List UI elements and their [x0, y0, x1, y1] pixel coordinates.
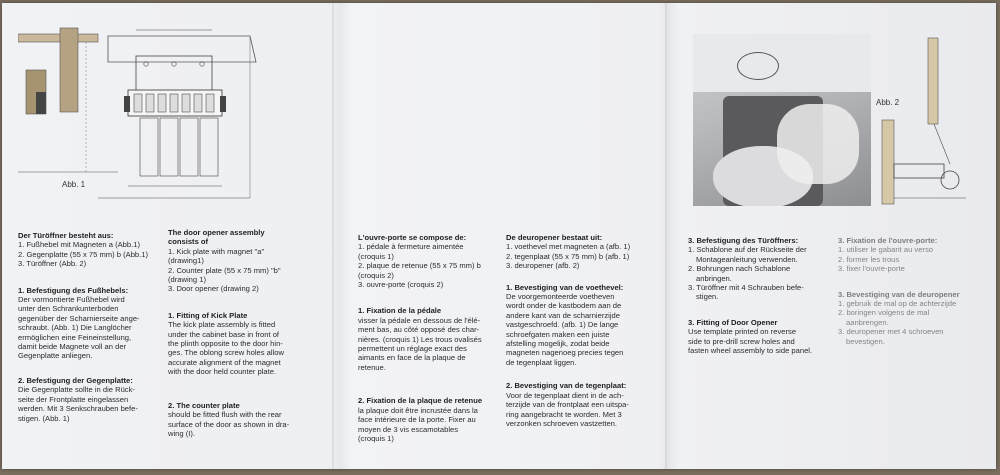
english-title: The door opener assembly: [168, 228, 265, 237]
german-line: Montageanleitung verwenden.: [696, 254, 798, 264]
english-line: The kick plate assembly is fitted: [168, 320, 276, 330]
french-item: 3. ouvre-porte (croquis 2): [358, 280, 444, 290]
dutch-line: terzijde van de frontplaat een uitspa-: [506, 400, 629, 410]
german-line: ermöglichen eine Feineinstellung,: [18, 332, 132, 342]
dutch-line: Voor de tegenplaat dient in de ach-: [506, 390, 624, 400]
english-section-3-title: 3. Fitting of Door Opener: [688, 317, 778, 327]
german-line: Die Gegenplatte sollte in die Rück-: [18, 385, 135, 395]
english-line: with the door held counter plate.: [168, 367, 277, 377]
german-line: stigen. (Abb. 1): [18, 413, 70, 423]
dutch-section-2-title: 2. Bevestiging van de tegenplaat:: [506, 381, 627, 391]
french-line: 3. fixer l'ouvre-porte: [838, 264, 905, 274]
french-line: 1. utiliser le gabarit au verso: [838, 245, 933, 255]
english-line: should be fitted flush with the rear: [168, 410, 282, 420]
dutch-line: De voorgemonteerde voetheven: [506, 292, 615, 302]
figure-caption-abb2: Abb. 2: [876, 98, 900, 107]
french-section-2-title: 2. Fixation de la plaque de retenue: [358, 396, 483, 406]
dutch-item: 3. deuropener (afb. 2): [506, 261, 580, 271]
figure-caption-abb1: Abb. 1: [62, 180, 86, 189]
french-line: la plaque doit être incrustée dans la: [358, 405, 478, 415]
english-line: surface of the door as shown in dra-: [168, 419, 290, 429]
dutch-line: magneten nagenoeg precies tegen: [506, 348, 624, 358]
dutch-line: vastgeschroefd. (afb. 1) De lange: [506, 320, 619, 330]
english-item: (drawing 1): [168, 275, 206, 285]
dutch-title: De deuropener bestaat uit:: [506, 233, 603, 242]
door-opener-drawing: [876, 34, 976, 206]
german-line: gegenüber der Scharnierseite ange-: [18, 313, 140, 323]
french-title: L'ouvre-porte se compose de:: [358, 233, 467, 242]
dutch-line: 1. gebruik de mal op de achterzijde: [838, 299, 957, 309]
fold-line: [332, 3, 334, 469]
german-item: 3. Türöffner (Abb. 2): [18, 259, 87, 269]
english-title-2: consists of: [168, 237, 209, 247]
french-item: (croquis 2): [358, 270, 394, 280]
french-line: 2. former les trous: [838, 254, 900, 264]
german-section-3-title: 3. Befestigung des Türöffners:: [688, 236, 799, 245]
french-line: (croquis 1): [358, 433, 394, 443]
english-text-column: [168, 228, 323, 438]
dutch-item: 1. voethevel met magneten a (afb. 1): [506, 242, 631, 252]
dutch-line: schroefgaten maken een juiste: [506, 329, 610, 339]
english-section-1-title: 1. Fitting of Kick Plate: [168, 310, 248, 320]
dutch-line: afstelling mogelijk, zodat beide: [506, 339, 610, 349]
german-line: unter den Schrankunterboden: [18, 304, 119, 314]
french-line: moyen de 3 vis escamotables: [358, 424, 459, 434]
french-text-column: [358, 233, 498, 443]
dutch-section-3-title: 3. Bevestiging van de deuropener: [838, 289, 960, 299]
magnet-side-shape: [36, 92, 46, 114]
english-line: wing (I).: [168, 428, 196, 438]
french-line: nières. (croquis 1) Les trous ovalisés: [358, 334, 482, 344]
dutch-line: 3. deuropener met 4 schroeven: [838, 327, 944, 337]
german-line: anbringen.: [696, 273, 732, 283]
dutch-item: 2. tegenplaat (55 x 75 mm) b (afb. 1): [506, 251, 630, 261]
german-line: damit beide Magnete voll an der: [18, 342, 127, 352]
dutch-line: wordt onder de kastbodem aan de: [506, 301, 622, 311]
german-line: stigen.: [696, 292, 719, 302]
german-line: werden. Mit 3 Senkschrauben befe-: [18, 404, 138, 414]
technical-drawing: [18, 22, 318, 202]
dutch-line: de tegenplaat liggen.: [506, 357, 577, 367]
english-item: (drawing1): [168, 256, 204, 266]
dutch-line: verzonken schroeven vastzetten.: [506, 418, 618, 428]
cabinet-base-shape: [18, 34, 98, 42]
french-line: aimants en face de la plaque de: [358, 353, 466, 363]
english-section-2-title: 2. The counter plate: [168, 400, 240, 410]
english-item: 1. Kick plate with magnet "a": [168, 246, 265, 256]
german-line: schraubt. (Abb. 1) Die Langlöcher: [18, 323, 132, 333]
english-line: the plinth opposite to the door hin-: [168, 339, 283, 349]
german-line: Gegenplatte anliegen.: [18, 351, 93, 361]
german-title: Der Türöffner besteht aus:: [18, 231, 114, 240]
english-line: under the cabinet base in front of: [168, 329, 280, 339]
english-line: fasten wheel assembly to side panel.: [688, 346, 813, 356]
german-line: 1. Schablone auf der Rückseite der: [688, 245, 807, 255]
german-item: 2. Gegenplatte (55 x 75 mm) b (Abb.1): [18, 249, 149, 259]
dutch-line: ring aangebracht te worden. Met 3: [506, 409, 622, 419]
german-item: 1. Fußhebel mit Magneten a (Abb.1): [18, 240, 140, 250]
german-line: Der vormontierte Fußhebel wird: [18, 295, 125, 305]
faded-instructions-column: [838, 236, 978, 346]
german-section-1-title: 1. Befestigung des Fußhebels:: [18, 285, 129, 295]
french-line: visser la pédale en dessous de l'élé-: [358, 315, 481, 325]
dutch-line: aanbrengen.: [846, 317, 889, 327]
fold-line: [665, 3, 667, 469]
german-line: 3. Türöffner mit 4 Schrauben befe-: [688, 283, 804, 293]
german-text-column: [18, 231, 168, 423]
english-line: Use template printed on reverse: [688, 327, 797, 337]
dutch-line: bevestigen.: [846, 336, 885, 346]
german-line: 2. Bohrungen nach Schablone: [688, 264, 791, 274]
hinge-right-shape: [220, 96, 226, 112]
english-line: accurate alignment of the magnet: [168, 357, 281, 367]
door-opener-photo: [693, 34, 871, 206]
french-line: ment bas, au côté opposé des char-: [358, 325, 480, 335]
french-section-3-title: 3. Fixation de l'ouvre-porte:: [838, 236, 938, 245]
english-line: side to pre-drill screw holes and: [688, 336, 795, 346]
english-item: 2. Counter plate (55 x 75 mm) "b": [168, 265, 281, 275]
french-line: retenue.: [358, 362, 386, 372]
french-line: permettent un réglage exact des: [358, 344, 467, 354]
french-item: (croquis 1): [358, 251, 394, 261]
english-line: ges. The oblong screw holes allow: [168, 348, 284, 358]
french-line: face intérieure de la porte. Fixer au: [358, 415, 476, 425]
english-item: 3. Door opener (drawing 2): [168, 284, 259, 294]
hinge-left-shape: [124, 96, 130, 112]
french-item: 2. plaque de retenue (55 x 75 mm) b: [358, 261, 481, 271]
german-section-2-title: 2. Befestigung der Gegenplatte:: [18, 375, 133, 385]
french-item: 1. pédale à fermeture aimentée: [358, 242, 464, 252]
fitting-instructions-column: [688, 236, 833, 355]
dutch-section-1-title: 1. Bevestiging van de voethevel:: [506, 282, 624, 292]
dutch-line: 2. boringen volgens de mal: [838, 308, 930, 318]
german-line: seite der Frontplatte eingelassen: [18, 394, 129, 404]
plinth-shape: [60, 28, 78, 112]
french-section-1-title: 1. Fixation de la pédale: [358, 306, 442, 316]
dutch-text-column: [506, 233, 656, 428]
dutch-line: andere kant van de scharnierzijde: [506, 310, 620, 320]
